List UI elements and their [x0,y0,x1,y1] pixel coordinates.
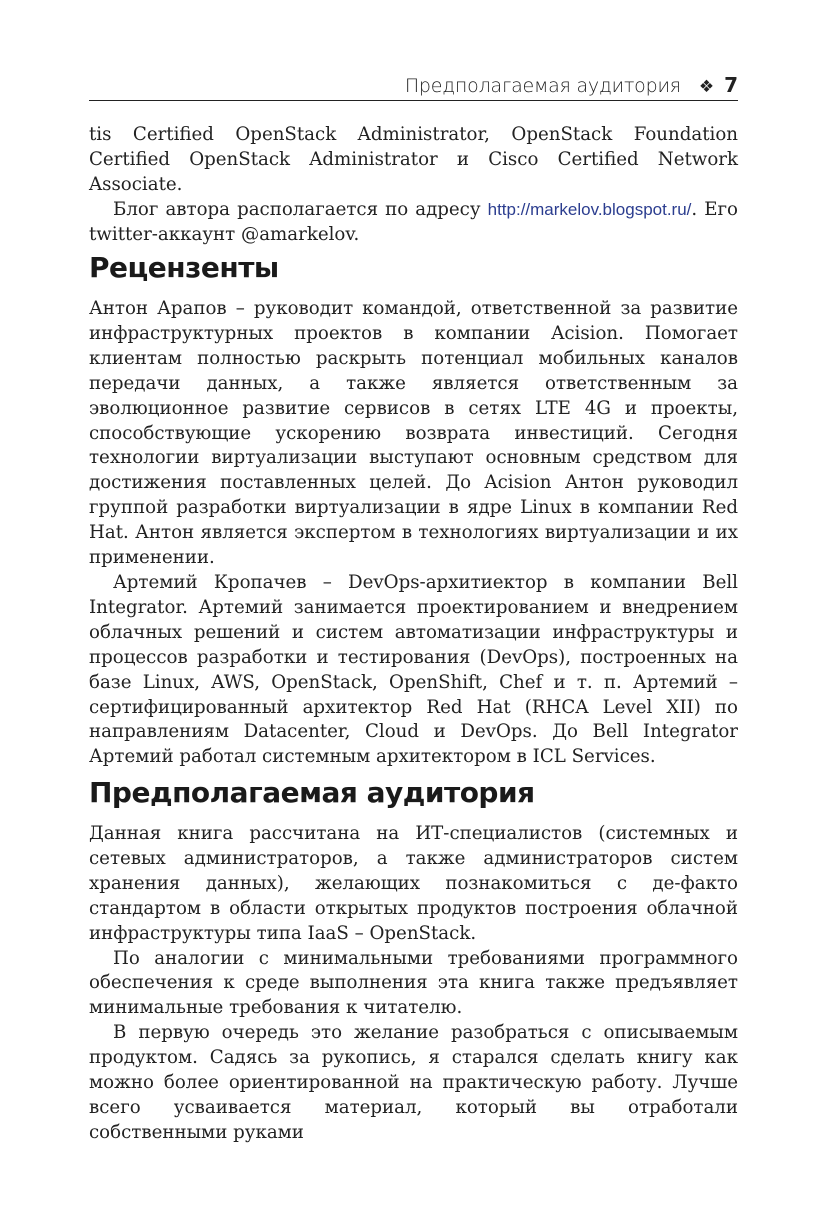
reviewer-paragraph-2: Артемий Кропачев – DevOps-архитиектор в компании Bell Integrator. Артемий занимается проектированием и внедрением облачных решений и систем автоматизации инфраструктуры и процессов разработки и тестирования (DevOps), построенных на базе Linux, AWS, OpenStack, OpenShift, Chef и т. п. Артемий – сертифицированный архитектор Red Hat (RHCA Level XII) по направлениям Datacenter, Cloud и DevOps. До Bell Integrator Артемий работал системным архитектором в ICL Services. [89,571,738,768]
reviewer-paragraph-1: Антон Арапов – руководит командой, ответственной за развитие инфраструктурных проектов в компании Acision. Помогает клиентам полностью раскрыть потенциал мобильных каналов передачи данных, а также является ответственным за эволюционное развитие сервисов в сетях LTE 4G и проекты, способствующие ускорению возврата инвестиций. Сегодня технологии виртуализации выступают основным средством для достижения поставленных целей. До Acision Антон руководил группой разработки виртуализации в ядре Linux в компании Red Hat. Антон является экспертом в технологиях виртуализации и их применении. [89,298,738,569]
ornament-icon: ❖ [698,77,715,97]
twitter-text: . Его twitter-аккаунт @amarkelov. [89,198,738,245]
intro-text [89,123,738,248]
page-number: 7 [724,73,738,97]
audience-paragraph-2: По аналогии с минимальными требованиями программного обеспечения к среде выполнения эта книга также предъявляет минимальные требования к читателю. [89,947,738,1019]
audience-paragraph-3: В первую очередь это желание разобраться с описываемым продуктом. Садясь за рукопись, я старался сделать книгу как можно более ориентированной на практическую работу. Лучше всего усваивается материал, который вы отработали собственными руками [89,1022,738,1143]
reviewers-heading: Рецензенты [89,251,279,284]
intro-paragraph-1: tis Certified OpenStack Administrator, OpenStack Foundation Certified OpenStack Administrator и Cisco Certified Network Associate. [89,124,738,195]
running-header-title: Предполагаемая аудитория [404,75,681,97]
audience-text [89,822,738,1146]
blog-text: Блог автора располагается по адресу [113,198,488,220]
running-header [89,70,738,101]
audience-heading: Предполагаемая аудитория [89,776,535,809]
blog-link[interactable]: http://markelov.blogspot.ru/ [487,199,692,219]
intro-paragraph-2 [89,198,738,248]
audience-paragraph-1: Данная книга рассчитана на ИТ-специалистов (системных и сетевых администраторов, а также администраторов систем хранения данных), желающих познакомиться с де-факто стандартом в области открытых продуктов построения облачной инфраструктуры типа IaaS – OpenStack. [89,823,738,944]
reviewers-text [89,297,738,770]
